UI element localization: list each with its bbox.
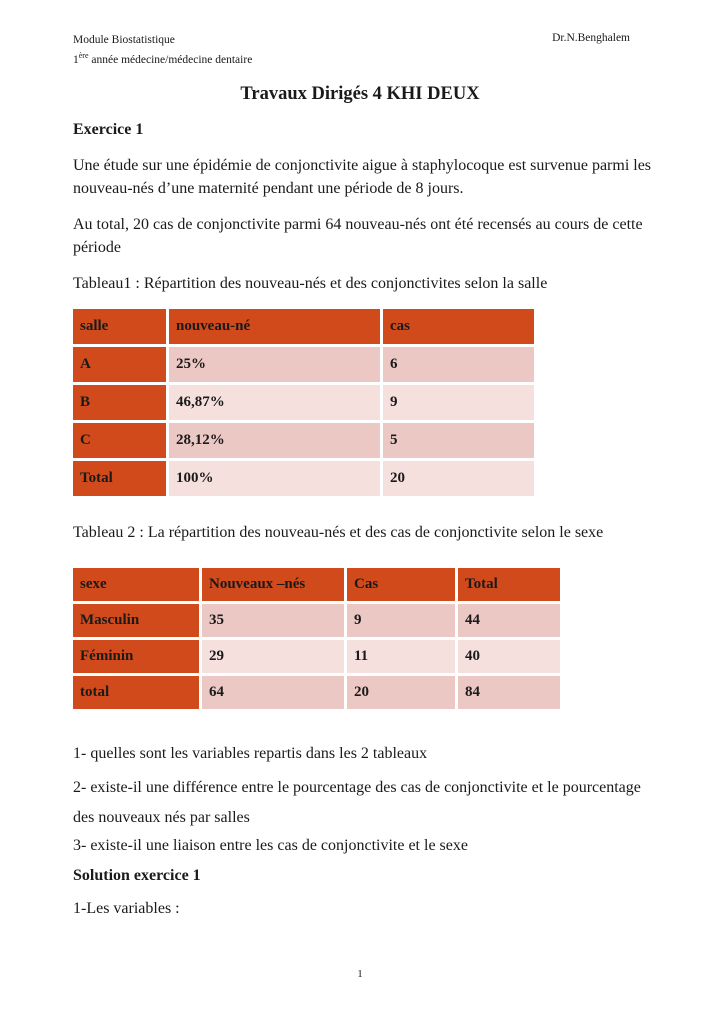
- table-cell: 84: [458, 676, 560, 709]
- table-cell: 64: [202, 676, 344, 709]
- table-cell: 9: [347, 604, 455, 637]
- table-cell: 20: [383, 461, 534, 496]
- year-line: [73, 48, 252, 68]
- question-1: 1- quelles sont les variables repartis dans les 2 tableaux: [73, 745, 428, 762]
- table-header-row: [73, 568, 560, 601]
- module-name: Module Biostatistique: [73, 34, 175, 46]
- solution-line: 1-Les variables :: [73, 900, 180, 917]
- table-row-label: Féminin: [73, 640, 199, 673]
- table-header-cell: cas: [383, 309, 534, 344]
- table-cell: 11: [347, 640, 455, 673]
- table-row-label: C: [73, 423, 166, 458]
- table-row: [73, 640, 560, 673]
- year-superscript: ère: [78, 51, 89, 60]
- table-cell: 29: [202, 640, 344, 673]
- paragraph-total: Au total, 20 cas de conjonctivite parmi 64 nouveau-nés ont été recensés au cours de cette période: [73, 216, 643, 256]
- page-number: 1: [357, 968, 363, 980]
- header-left: [73, 32, 252, 68]
- table-header-cell: Total: [458, 568, 560, 601]
- table-salle: [70, 306, 537, 499]
- table-header-cell: nouveau-né: [169, 309, 380, 344]
- year-number: 1: [73, 53, 79, 66]
- table-cell: 6: [383, 347, 534, 382]
- year-text: année médecine/médecine dentaire: [88, 53, 253, 66]
- table-header-cell: Cas: [347, 568, 455, 601]
- table-row: [73, 347, 534, 382]
- table1-caption: Tableau1 : Répartition des nouveau-nés et des conjonctivites selon la salle: [73, 275, 548, 292]
- table-cell: 40: [458, 640, 560, 673]
- table2-caption: Tableau 2 : La répartition des nouveau-nés et des cas de conjonctivite selon le sexe: [73, 524, 604, 541]
- table-header-cell: sexe: [73, 568, 199, 601]
- table-cell: 28,12%: [169, 423, 380, 458]
- table-row-label: Total: [73, 461, 166, 496]
- question-2: 2- existe-il une différence entre le pourcentage des cas de conjonctivite et le pourcentage des nouveaux nés par salles: [73, 779, 641, 826]
- table-header-row: [73, 309, 534, 344]
- table-cell: 20: [347, 676, 455, 709]
- table-cell: 9: [383, 385, 534, 420]
- table-cell: 46,87%: [169, 385, 380, 420]
- paragraph-intro: Une étude sur une épidémie de conjonctivite aigue à staphylocoque est survenue parmi les nouveau-nés d’une maternité pendant une période de 8 jours.: [73, 157, 652, 197]
- table-header-cell: salle: [73, 309, 166, 344]
- table-row-label: Masculin: [73, 604, 199, 637]
- table-header-cell: Nouveaux –nés: [202, 568, 344, 601]
- table-row: [73, 385, 534, 420]
- question-3: 3- existe-il une liaison entre les cas de conjonctivite et le sexe: [73, 837, 468, 854]
- page-title: Travaux Dirigés 4 KHI DEUX: [240, 84, 480, 104]
- solution-title: Solution exercice 1: [73, 867, 201, 884]
- table-row: [73, 604, 560, 637]
- table-row-label: A: [73, 347, 166, 382]
- table-cell: 5: [383, 423, 534, 458]
- table-row: [73, 676, 560, 709]
- table-row: [73, 461, 534, 496]
- exercise-title: Exercice 1: [73, 121, 144, 138]
- table-cell: 25%: [169, 347, 380, 382]
- table-row-label: total: [73, 676, 199, 709]
- author-name: Dr.N.Benghalem: [552, 32, 630, 44]
- table-row-label: B: [73, 385, 166, 420]
- table-sexe: [70, 565, 563, 712]
- table-cell: 44: [458, 604, 560, 637]
- table-row: [73, 423, 534, 458]
- table-cell: 100%: [169, 461, 380, 496]
- table-cell: 35: [202, 604, 344, 637]
